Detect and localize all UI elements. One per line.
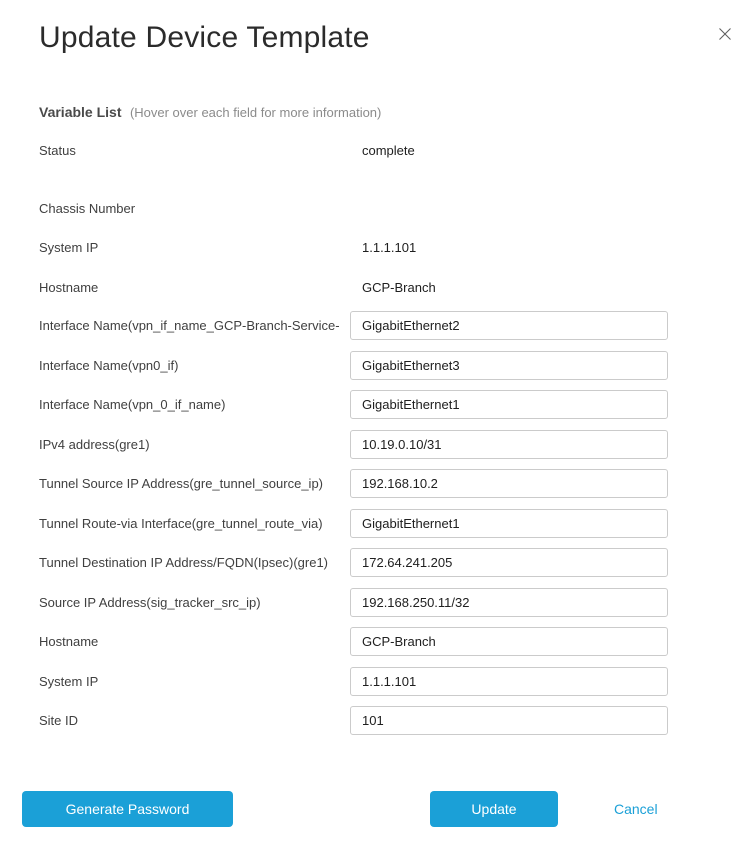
field-row-system-ip-readonly (39, 238, 668, 256)
field-row-status (39, 141, 668, 159)
field-label-tunnel-route-via: Tunnel Route-via Interface(gre_tunnel_route_via) (39, 515, 323, 531)
field-label-hostname: Hostname (39, 279, 99, 295)
variable-list (39, 141, 668, 735)
field-row-system-ip (39, 667, 668, 696)
field-row-chassis-number (39, 199, 668, 217)
generate-password-button[interactable]: Generate Password (22, 791, 233, 827)
interface-name-service-vpn-input[interactable] (350, 311, 668, 340)
variable-list-heading (39, 103, 752, 122)
field-row-hostname-readonly (39, 278, 668, 296)
hostname-input[interactable] (350, 627, 668, 656)
interface-name-vpn-0-if-name-input[interactable] (350, 390, 668, 419)
tunnel-destination-ip-input[interactable] (350, 548, 668, 577)
cancel-link[interactable]: Cancel (614, 801, 658, 817)
system-ip-input[interactable] (350, 667, 668, 696)
field-row-hostname (39, 627, 668, 656)
field-row-ipv4-address-gre1 (39, 430, 668, 459)
close-icon (717, 26, 733, 42)
close-button[interactable] (715, 25, 735, 45)
field-label-tunnel-destination-ip: Tunnel Destination IP Address/FQDN(Ipsec)(gre1) (39, 555, 329, 570)
field-label-system-ip-input-row: System IP (39, 673, 99, 689)
field-row-tunnel-destination-ip (39, 548, 668, 577)
field-value-system-ip: 1.1.1.101 (362, 239, 417, 255)
field-label-site-id: Site ID (39, 713, 79, 728)
field-label-chassis-number: Chassis Number (39, 200, 136, 216)
field-value-status: complete (362, 142, 415, 158)
field-row-interface-name-service-vpn (39, 311, 668, 340)
dialog-title: Update Device Template (39, 21, 370, 54)
field-row-interface-name-vpn-0-if-name (39, 390, 668, 419)
field-label-source-ip-tracker: Source IP Address(sig_tracker_src_ip) (39, 594, 261, 610)
field-row-source-ip-tracker (39, 588, 668, 617)
field-row-interface-name-vpn0-if (39, 351, 668, 380)
source-ip-tracker-input[interactable] (350, 588, 668, 617)
tunnel-source-ip-input[interactable] (350, 469, 668, 498)
field-label-interface-name-vpn-0-if-name: Interface Name(vpn_0_if_name) (39, 397, 226, 412)
site-id-input[interactable] (350, 706, 668, 735)
variable-list-hint: (Hover over each field for more information) (129, 105, 382, 120)
update-button[interactable]: Update (430, 791, 558, 827)
field-label-hostname-input-row: Hostname (39, 634, 99, 649)
variable-list-label: Variable List (39, 104, 122, 120)
field-row-site-id (39, 706, 668, 735)
field-row-tunnel-route-via (39, 509, 668, 538)
field-row-tunnel-source-ip (39, 469, 668, 498)
field-label-interface-name-service-vpn: Interface Name(vpn_if_name_GCP-Branch-Service- (39, 318, 340, 333)
update-device-template-dialog (0, 20, 752, 865)
field-label-system-ip: System IP (39, 239, 99, 255)
dialog-footer (22, 791, 752, 827)
interface-name-vpn0-if-input[interactable] (350, 351, 668, 380)
field-label-tunnel-source-ip: Tunnel Source IP Address(gre_tunnel_source_ip) (39, 476, 324, 491)
field-label-ipv4-address-gre1: IPv4 address(gre1) (39, 436, 150, 452)
ipv4-address-gre1-input[interactable] (350, 430, 668, 459)
tunnel-route-via-input[interactable] (350, 509, 668, 538)
field-label-status: Status (39, 142, 76, 158)
field-value-hostname: GCP-Branch (362, 279, 436, 295)
field-label-interface-name-vpn0-if: Interface Name(vpn0_if) (39, 357, 179, 373)
